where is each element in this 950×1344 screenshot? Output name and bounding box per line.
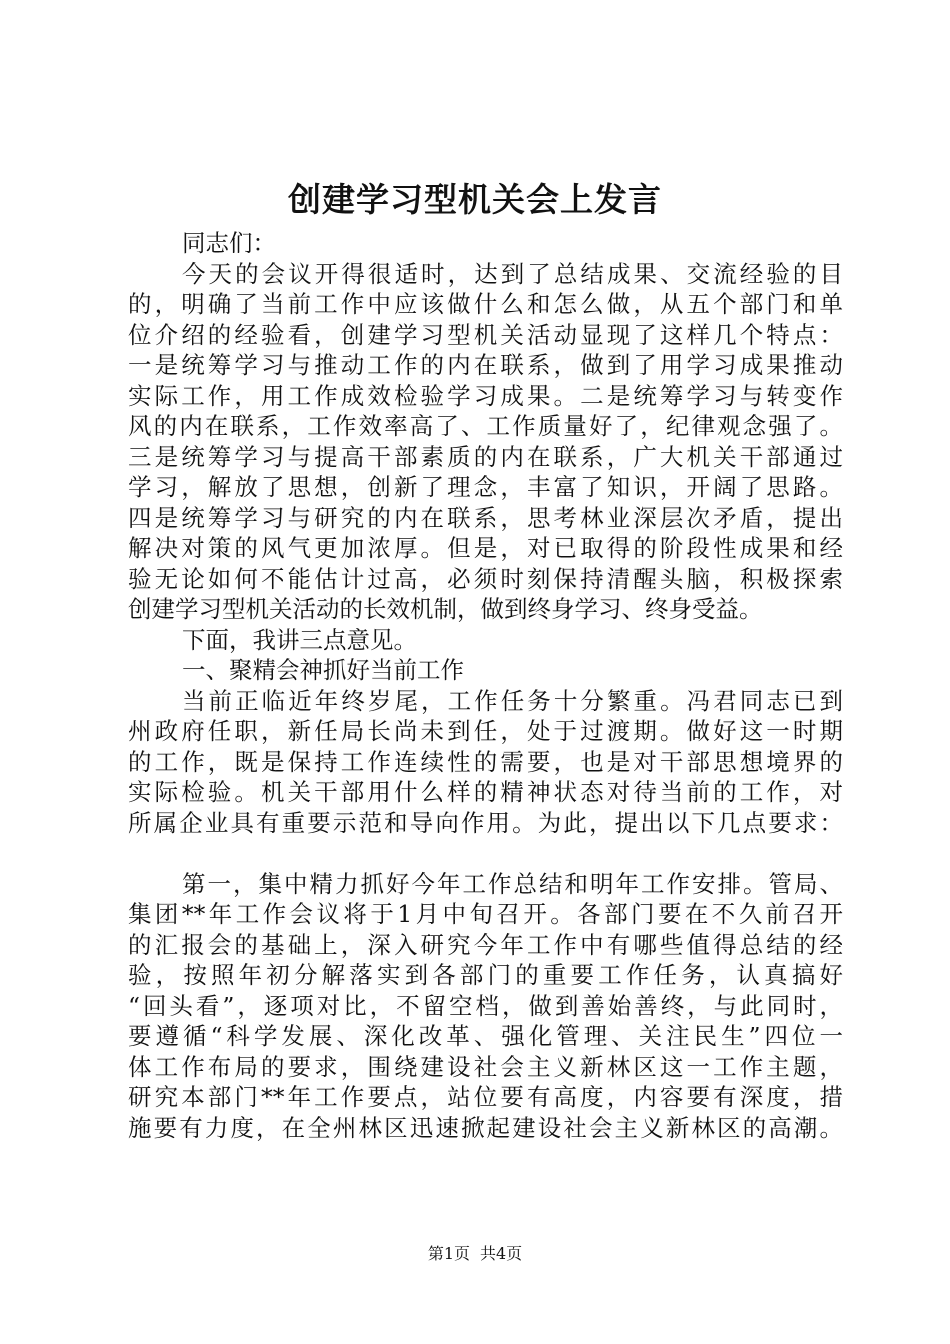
paragraph-line: 研究本部门**年工作要点，站位要有高度，内容要有深度，措 <box>128 1083 843 1111</box>
paragraph-gap <box>128 838 843 869</box>
paragraph-line: 要遵循“科学发展、深化改革、强化管理、关注民生”四位一 <box>128 1022 843 1050</box>
page-footer <box>0 1244 950 1264</box>
paragraph-line: 实际工作，用工作成效检验学习成果。二是统筹学习与转变作 <box>128 381 843 410</box>
paragraph-line: 风的内在联系，工作效率高了、工作质量好了，纪律观念强了。 <box>128 412 843 440</box>
paragraph-line: 的汇报会的基础上，深入研究今年工作中有哪些值得总结的经 <box>128 930 843 959</box>
paragraph-line: 解决对策的风气更加浓厚。但是，对已取得的阶段性成果和经 <box>128 534 843 562</box>
salutation: 同志们： <box>182 229 276 257</box>
paragraph-line: 验，按照年初分解落实到各部门的重要工作任务，认真搞好 <box>128 961 843 989</box>
section-heading: 一、聚精会神抓好当前工作 <box>182 656 464 684</box>
paragraph-line: 施要有力度，在全州林区迅速掀起建设社会主义新林区的高潮。 <box>128 1113 843 1142</box>
paragraph-line: 集团**年工作会议将于1月中旬召开。各部门要在不久前召开 <box>128 900 843 928</box>
paragraph-line: 所属企业具有重要示范和导向作用。为此，提出以下几点要求： <box>128 808 843 837</box>
paragraph-line: 州政府任职，新任局长尚未到任，处于过渡期。做好这一时期 <box>128 717 843 745</box>
paragraph-line: 学习，解放了思想，创新了理念，丰富了知识，开阔了思路。 <box>128 473 843 501</box>
paragraph-line: 实际检验。机关干部用什么样的精神状态对待当前的工作，对 <box>128 778 843 806</box>
page-number: 第1页 <box>427 1244 470 1263</box>
paragraph-line: “回头看”，逐项对比，不留空档，做到善始善终，与此同时， <box>128 991 843 1020</box>
paragraph-line: 体工作布局的要求，围绕建设社会主义新林区这一工作主题， <box>128 1052 843 1081</box>
document-title: 创建学习型机关会上发言 <box>288 180 662 219</box>
document-body <box>128 228 843 1143</box>
paragraph-line: 一是统筹学习与推动工作的内在联系，做到了用学习成果推动 <box>128 351 843 379</box>
paragraph-line: 下面，我讲三点意见。 <box>182 625 417 654</box>
paragraph-line: 的工作，既是保持工作连续性的需要，也是对干部思想境界的 <box>128 747 843 776</box>
paragraph-line: 当前正临近年终岁尾，工作任务十分繁重。冯君同志已到 <box>182 686 843 715</box>
paragraph-line: 验无论如何不能估计过高，必须时刻保持清醒头脑，积极探索 <box>128 564 843 593</box>
paragraph-line: 创建学习型机关活动的长效机制，做到终身学习、终身受益。 <box>128 595 763 623</box>
paragraph-line: 三是统筹学习与提高干部素质的内在联系，广大机关干部通过 <box>128 442 843 471</box>
page-total: 共4页 <box>480 1244 523 1263</box>
paragraph-line: 今天的会议开得很适时，达到了总结成果、交流经验的目 <box>182 259 843 288</box>
paragraph-line: 的，明确了当前工作中应该做什么和怎么做，从五个部门和单 <box>128 290 843 318</box>
paragraph-line: 第一，集中精力抓好今年工作总结和明年工作安排。管局、 <box>182 869 843 898</box>
paragraph-line: 四是统筹学习与研究的内在联系，思考林业深层次矛盾，提出 <box>128 503 843 532</box>
paragraph-line: 位介绍的经验看，创建学习型机关活动显现了这样几个特点： <box>128 320 843 349</box>
